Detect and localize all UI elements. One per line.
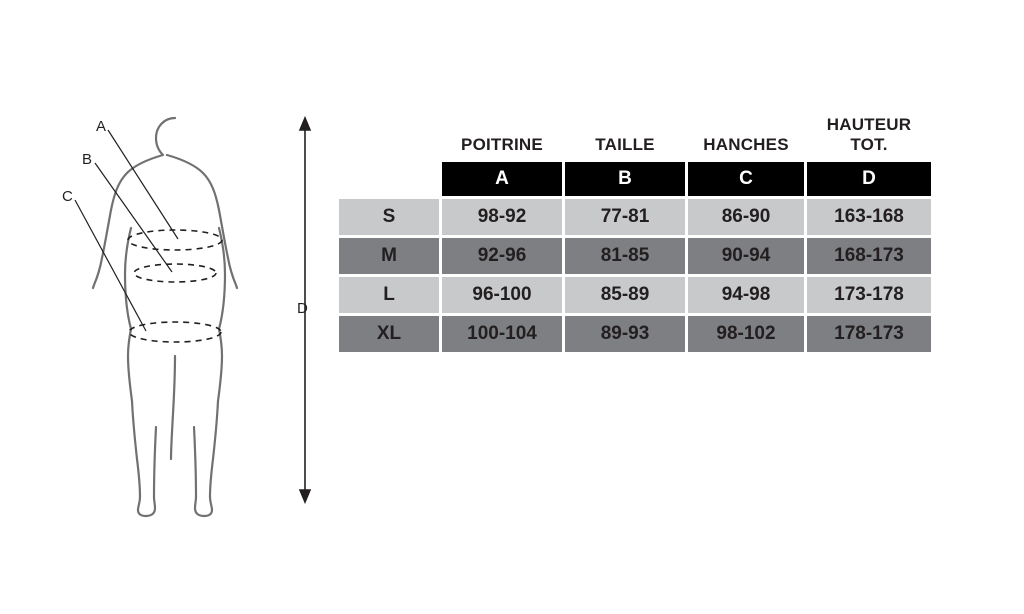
measurement-ellipses bbox=[128, 230, 222, 342]
cell-xl-poitrine: 100-104 bbox=[442, 316, 562, 352]
table-row bbox=[339, 238, 931, 274]
callout-label-b: B bbox=[82, 151, 93, 168]
cell-l-poitrine: 96-100 bbox=[442, 277, 562, 313]
waist-ellipse bbox=[134, 264, 216, 282]
cell-xl-taille: 89-93 bbox=[565, 316, 685, 352]
header-title-taille: TAILLE bbox=[565, 115, 685, 159]
cell-m-poitrine: 92-96 bbox=[442, 238, 562, 274]
cell-s-taille: 77-81 bbox=[565, 199, 685, 235]
callout-line-b bbox=[95, 163, 172, 272]
row-size-s: S bbox=[339, 199, 439, 235]
size-chart-table bbox=[336, 112, 934, 355]
row-size-xl: XL bbox=[339, 316, 439, 352]
callout-label-c: C bbox=[62, 188, 73, 205]
height-dimension-label: D bbox=[297, 300, 308, 317]
table-row bbox=[339, 277, 931, 313]
cell-s-hauteur: 163-168 bbox=[807, 199, 931, 235]
header-letter-c: C bbox=[688, 162, 804, 196]
chest-ellipse bbox=[128, 230, 222, 250]
cell-m-hanches: 90-94 bbox=[688, 238, 804, 274]
header-letter-d: D bbox=[807, 162, 931, 196]
cell-l-taille: 85-89 bbox=[565, 277, 685, 313]
row-size-m: M bbox=[339, 238, 439, 274]
cell-m-taille: 81-85 bbox=[565, 238, 685, 274]
cell-l-hanches: 94-98 bbox=[688, 277, 804, 313]
cell-s-poitrine: 98-92 bbox=[442, 199, 562, 235]
table-header-titles bbox=[339, 115, 931, 159]
row-size-l: L bbox=[339, 277, 439, 313]
cell-xl-hauteur: 178-173 bbox=[807, 316, 931, 352]
header-title-hauteur: HAUTEUR TOT. bbox=[807, 115, 931, 159]
header-letter-a: A bbox=[442, 162, 562, 196]
header-title-hanches: HANCHES bbox=[688, 115, 804, 159]
callout-label-a: A bbox=[96, 118, 107, 135]
cell-l-hauteur: 173-178 bbox=[807, 277, 931, 313]
cell-xl-hanches: 98-102 bbox=[688, 316, 804, 352]
header-corner-blank bbox=[339, 115, 439, 159]
table-row bbox=[339, 316, 931, 352]
header-letter-corner-blank bbox=[339, 162, 439, 196]
table-header-letters bbox=[339, 162, 931, 196]
cell-s-hanches: 86-90 bbox=[688, 199, 804, 235]
header-title-poitrine: POITRINE bbox=[442, 115, 562, 159]
table-row bbox=[339, 199, 931, 235]
silhouette-outline bbox=[93, 118, 237, 516]
header-letter-b: B bbox=[565, 162, 685, 196]
cell-m-hauteur: 168-173 bbox=[807, 238, 931, 274]
